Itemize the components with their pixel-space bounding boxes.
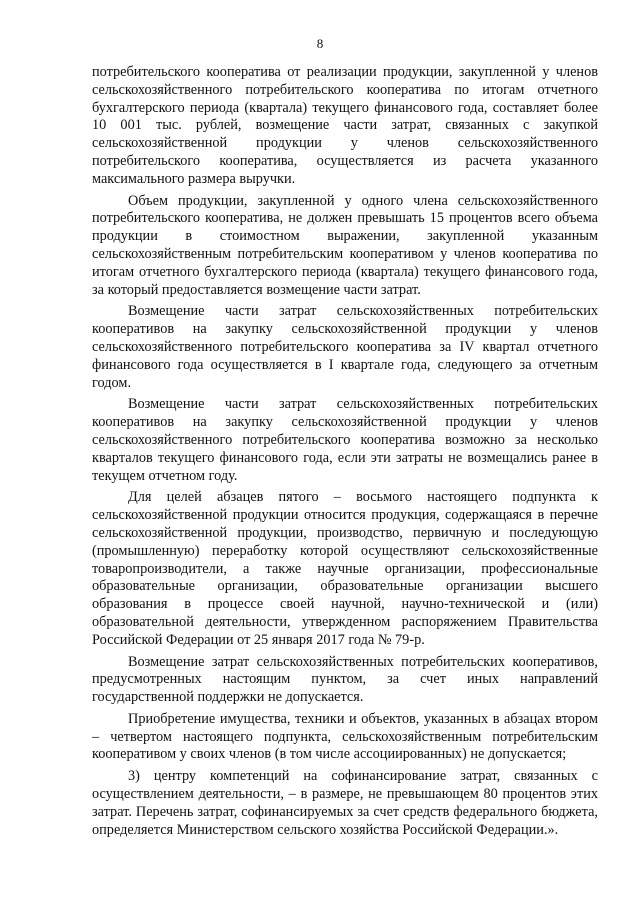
paragraph: Возмещение затрат сельскохозяйственных потребительских кооперативов, предусмотренных настоящим пунктом, за счет иных направлений государственной поддержки не допускается. [92, 653, 598, 706]
paragraph: Объем продукции, закупленной у одного члена сельскохозяйственного потребительского кооператива, не должен превышать 15 процентов всего объема продукции в стоимостном выражении, закупленной указанным сельскохозяйственным потребительским кооперативом у членов кооператива по итогам отчетного бухгалтерского периода (квартала) текущего финансового года, за который предоставляется возмещение части затрат. [92, 192, 598, 298]
paragraph: Для целей абзацев пятого – восьмого настоящего подпункта к сельскохозяйственной продукции относится продукция, содержащаяся в перечне сельскохозяйственной продукции, производство, первичную и последующую (промышленную) переработку которой осуществляют сельскохозяйственные товаропроизводители, а также научные организации, профессиональные образовательные организации, образовательные организации высшего образования в процессе своей научной, научно-технической и (или) образовательной деятельности, утвержденном распоряжением Правительства Российской Федерации от 25 января 2017 года № 79-р. [92, 489, 598, 648]
document-body [92, 64, 598, 843]
paragraph-list-item: 3) центру компетенций на софинансирование затрат, связанных с осуществлением деятельности, – в размере, не превышающем 80 процентов этих затрат. Перечень затрат, софинансируемых за счет средств федерального бюджета, определяется Министерством сельского хозяйства Российской Федерации.». [92, 768, 598, 838]
paragraph: Возмещение части затрат сельскохозяйственных потребительских кооперативов на закупку сельскохозяйственной продукции у членов сельскохозяйственного потребительского кооператива возможно за несколько кварталов текущего финансового года, если эти затраты не возмещались ранее в текущем отчетном году. [92, 396, 598, 484]
page-number: 8 [316, 36, 324, 51]
paragraph-continuation: потребительского кооператива от реализации продукции, закупленной у членов сельскохозяйственного потребительского кооператива по итогам отчетного бухгалтерского периода (квартала) текущего финансового года, составляет более 10 001 тыс. рублей, возмещение части затрат, связанных с закупкой сельскохозяйственной продукции у членов сельскохозяйственного потребительского кооператива, осуществляется из расчета указанного максимального размера выручки. [92, 64, 598, 187]
paragraph: Возмещение части затрат сельскохозяйственных потребительских кооперативов на закупку сельскохозяйственной продукции у членов сельскохозяйственного потребительского кооператива за IV квартал отчетного финансового года осуществляется в I квартале года, следующего за отчетным годом. [92, 303, 598, 391]
paragraph: Приобретение имущества, техники и объектов, указанных в абзацах втором – четвертом настоящего подпункта, сельскохозяйственным потребительским кооперативом у своих членов (в том числе ассоциированных) не допускается; [92, 710, 598, 763]
